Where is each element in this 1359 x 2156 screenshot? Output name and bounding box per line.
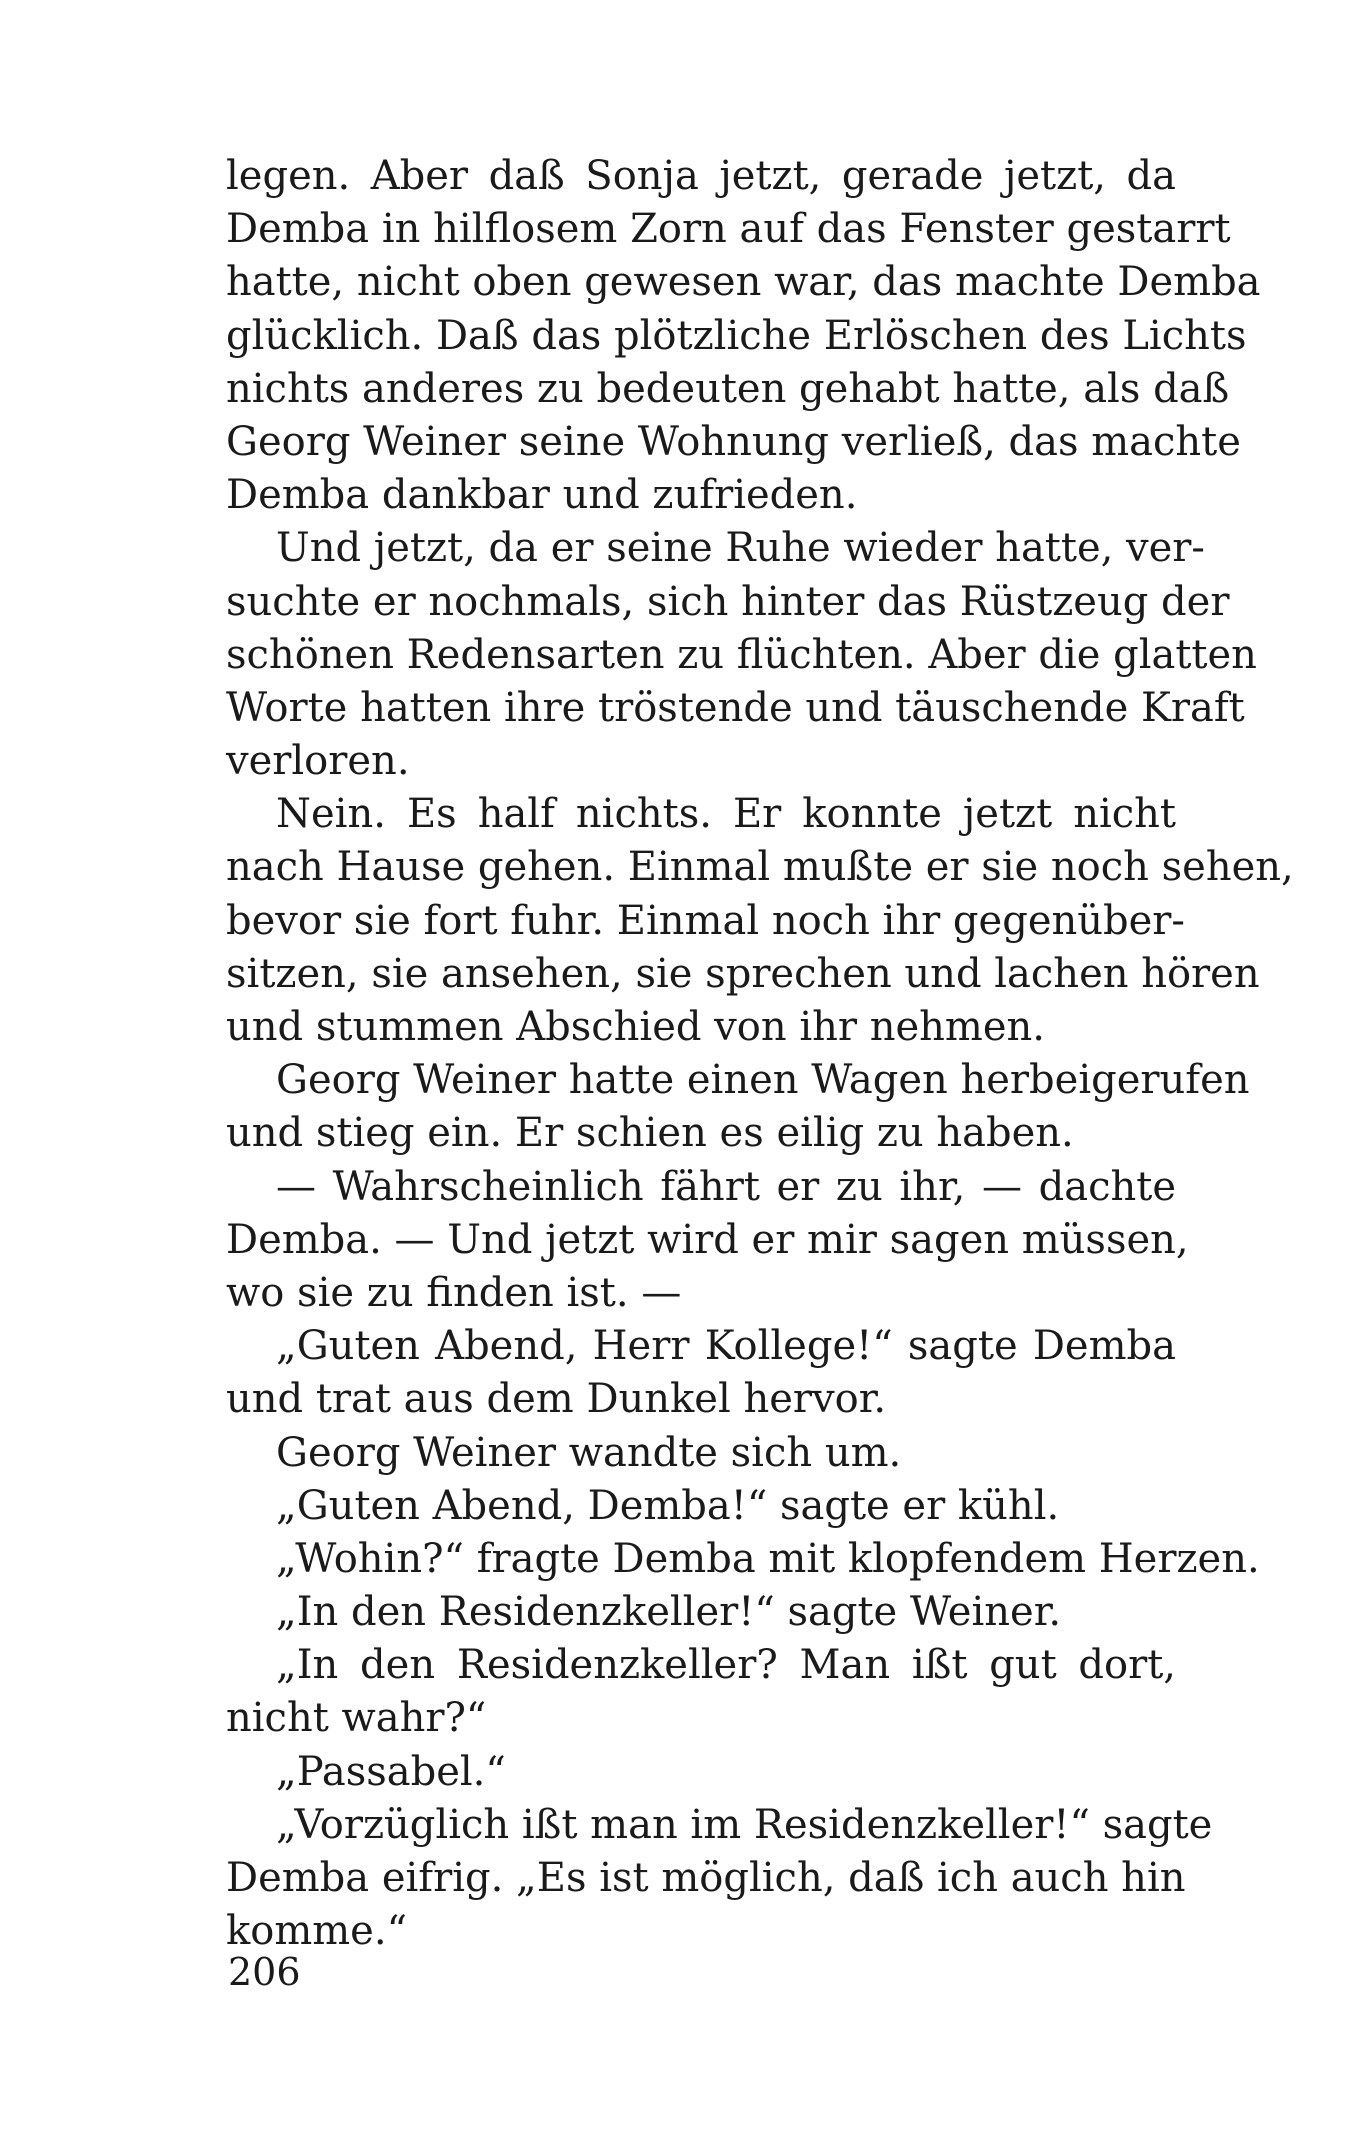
text-line: Georg Weiner seine Wohnung verließ, das machte <box>226 418 1241 465</box>
page-number: 206 <box>228 1950 301 1994</box>
text-line: hatte, nicht oben gewesen war, das machte Demba <box>226 259 1261 306</box>
text-line: Demba dankbar und zufrieden. <box>226 472 858 519</box>
text-line: bevor sie fort fuhr. Einmal noch ihr gegenüber- <box>226 897 1185 944</box>
text-line: — Wahrscheinlich fährt er zu ihr, — dachte <box>276 1163 1176 1210</box>
text-line: Georg Weiner hatte einen Wagen herbeigerufen <box>276 1057 1250 1104</box>
text-line: suchte er nochmals, sich hinter das Rüstzeug der <box>226 578 1230 625</box>
text-line: und stummen Abschied von ihr nehmen. <box>226 1004 1046 1050</box>
text-line: „Vorzüglich ißt man im Residenzkeller!“ sagte <box>276 1801 1213 1848</box>
text-line: nach Hause gehen. Einmal mußte er sie noch sehen, <box>226 844 1294 891</box>
text-line: schönen Redensarten zu flüchten. Aber die glatten <box>226 631 1257 678</box>
text-line: nicht wahr?“ <box>226 1695 487 1742</box>
text-line: „Passabel.“ <box>276 1748 506 1795</box>
text-line: „Guten Abend, Demba!“ sagte er kühl. <box>276 1482 1060 1529</box>
text-line: „Wohin?“ fragte Demba mit klopfendem Herzen. <box>276 1535 1260 1582</box>
text-line: Nein. Es half nichts. Er konnte jetzt nicht <box>276 791 1176 838</box>
text-line: Georg Weiner wandte sich um. <box>276 1429 902 1476</box>
text-line: legen. Aber daß Sonja jetzt, gerade jetzt, da <box>226 153 1176 199</box>
text-line: wo sie zu finden ist. — <box>226 1269 682 1316</box>
text-line: und stieg ein. Er schien es eilig zu haben. <box>226 1110 1074 1157</box>
text-line: verloren. <box>226 738 410 785</box>
text-line: Demba. — Und jetzt wird er mir sagen müssen, <box>226 1216 1189 1263</box>
text-line: und trat aus dem Dunkel hervor. <box>226 1376 887 1423</box>
text-line: Worte hatten ihre tröstende und täuschende Kraft <box>226 684 1245 731</box>
text-line: „In den Residenzkeller!“ sagte Weiner. <box>276 1589 1062 1636</box>
text-line: „Guten Abend, Herr Kollege!“ sagte Demba <box>276 1323 1176 1370</box>
text-line: sitzen, sie ansehen, sie sprechen und lachen hören <box>226 950 1260 997</box>
text-line: glücklich. Daß das plötzliche Erlöschen des Lichts <box>226 312 1247 359</box>
text-line: Demba in hilflosem Zorn auf das Fenster gestarrt <box>226 206 1231 253</box>
text-line: Demba eifrig. „Es ist möglich, daß ich auch hin <box>226 1855 1186 1901</box>
text-line: komme.“ <box>226 1908 408 1955</box>
text-line: „In den Residenzkeller? Man ißt gut dort, <box>276 1642 1176 1689</box>
text-line: nichts anderes zu bedeuten gehabt hatte, als daß <box>226 365 1230 412</box>
body-text <box>226 150 1294 1958</box>
text-line: Und jetzt, da er seine Ruhe wieder hatte, ver- <box>276 525 1205 572</box>
